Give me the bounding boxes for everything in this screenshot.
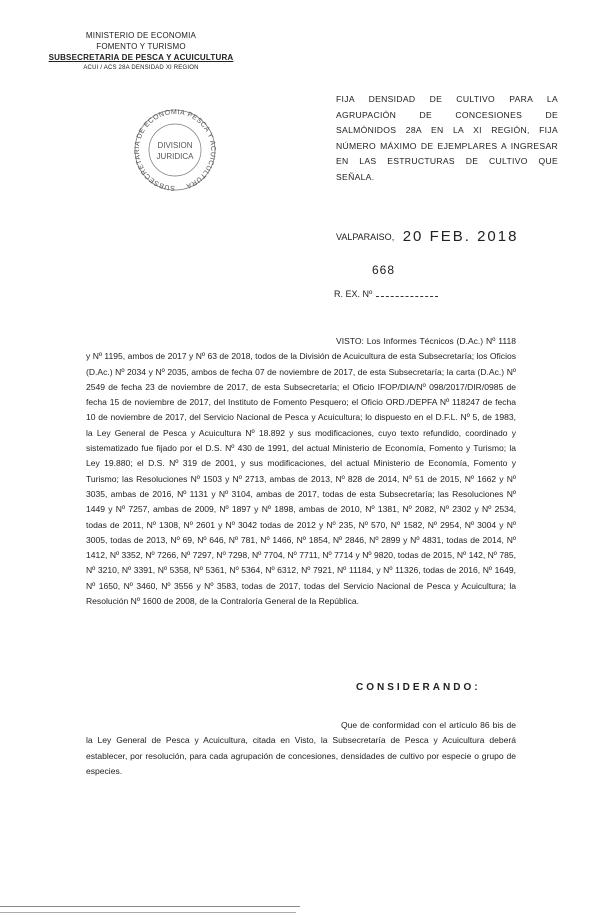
resolution-subject: FIJA DENSIDAD DE CULTIVO PARA LA AGRUPACIÓN DE CONCESIONES DE SALMÓNIDOS 28A EN LA XI REGIÓN, FIJA NÚMERO MÁXIMO DE EJEMPLARES A INGRESAR EN LAS ESTRUCTURAS DE CULTIVO QUE SEÑALA. (336, 94, 558, 182)
considerando-heading: CONSIDERANDO: (356, 682, 481, 693)
ministry-line: MINISTERIO DE ECONOMIA (85, 31, 197, 40)
resolution-label: R. EX. Nº (334, 289, 373, 299)
date-place: VALPARAISO, (336, 232, 395, 242)
svg-text:SUBSECRETARIA DE ECONOMIA PESC (134, 109, 216, 191)
date-stamp: 20 FEB. 2018 (402, 228, 519, 245)
stamp-ring-text: SUBSECRETARIA DE ECONOMIA PESCA Y ACUICULTURA (133, 108, 217, 192)
date-line (336, 228, 518, 245)
resolution-number-rule (376, 296, 438, 297)
visto-paragraph: VISTO: Los Informes Técnicos (D.Ac.) Nº 1118 y Nº 1195, ambos de 2017 y Nº 63 de 2018, todos de la División de Acuicultura de esta Subsecretaría; los Oficios (D.Ac.) Nº 2034 y Nº 2035, ambos de fecha 07 de noviembre de 2017, de esta Subsecretaría; la carta (D.Ac.) Nº 2549 de fecha 23 de noviembre de 2017, de esta Subsecretaría; el Oficio IFOP/DIA/Nº 098/2017/DIR/0985 de fecha 15 de noviembre de 2017, del Instituto de Fomento Pesquero; el Oficio ORD./DEPFA Nº 118247 de fecha 10 de noviembre de 2017, del Servicio Nacional de Pesca y Acuicultura; lo dispuesto en el D.F.L. Nº 5, de 1983, la Ley General de Pesca y Acuicultura Nº 18.892 y sus modificaciones, cuyo texto refundido, coordinado y sistematizado fue fijado por el D.S. Nº 430 de 1991, del actual Ministerio de Economía, Fomento y Turismo; la Ley 19.880; el D.S. Nº 319 de 2001, y sus modificaciones, del actual Ministerio de Economía, Fomento y Turismo; las Resoluciones Nº 1503 y Nº 2713, ambas de 2013, Nº 828 de 2014, Nº 51 de 2015, Nº 1662 y Nº 3035, ambas de 2016, Nº 1131 y Nº 3104, ambas de 2017, todas de esta Subsecretaría; las Resoluciones Nº 1449 y Nº 7257, ambas de 2009, Nº 1897 y Nº 1898, ambas de 2010, Nº 1381, Nº 2082, Nº 2302 y Nº 2534, todas de 2011, Nº 1308, Nº 2601 y Nº 3042 todas de 2012 y Nº 235, Nº 570, Nº 1582, Nº 2954, Nº 3004 y Nº 3005, todas de 2013, Nº 69, Nº 646, Nº 781, Nº 1466, Nº 1854, Nº 2846, Nº 2899 y Nº 4831, todas de 2014, Nº 1412, Nº 3352, Nº 7266, Nº 7297, Nº 7298, Nº 7704, Nº 7711, Nº 7714 y Nº 9820, todas de 2015, Nº 142, Nº 785, Nº 3210, Nº 3391, Nº 5358, Nº 5361, Nº 5364, Nº 6312, Nº 7921, Nº 11184, y Nº 11326, todas de 2016, Nº 1649, Nº 1650, Nº 3460, Nº 3556 y Nº 3583, todas de 2017, todas del Servicio Nacional de Pesca y Acuicultura; la Resolución Nº 1600 de 2008, de la Contraloría General de la República. (86, 336, 516, 607)
ministry-subline: FOMENTO Y TURISMO (96, 42, 186, 51)
letterhead (36, 30, 246, 74)
page-bottom-rule (0, 906, 300, 907)
page-bottom-rule-2 (0, 912, 296, 913)
stamp-center-line1: DIVISION (157, 141, 193, 150)
considerando-paragraph-1: Que de conformidad con el artículo 86 bis de la Ley General de Pesca y Acuicultura, citada en Visto, la Subsecretaría de Pesca y Acuicultura deberá establecer, por resolución, para cada agrupación de concesiones, densidades de cultivo por especie o grupo de especies. (86, 720, 516, 776)
reference-code: ACUI / ACS 28A DENSIDAD XI REGION (83, 65, 199, 71)
subsecretaria-line: SUBSECRETARIA DE PESCA Y ACUICULTURA (48, 53, 234, 62)
juridical-division-stamp (122, 108, 228, 194)
resolution-number: 668 (372, 263, 396, 277)
resolution-label-line (334, 289, 438, 299)
stamp-center-line2: JURIDICA (156, 152, 194, 161)
